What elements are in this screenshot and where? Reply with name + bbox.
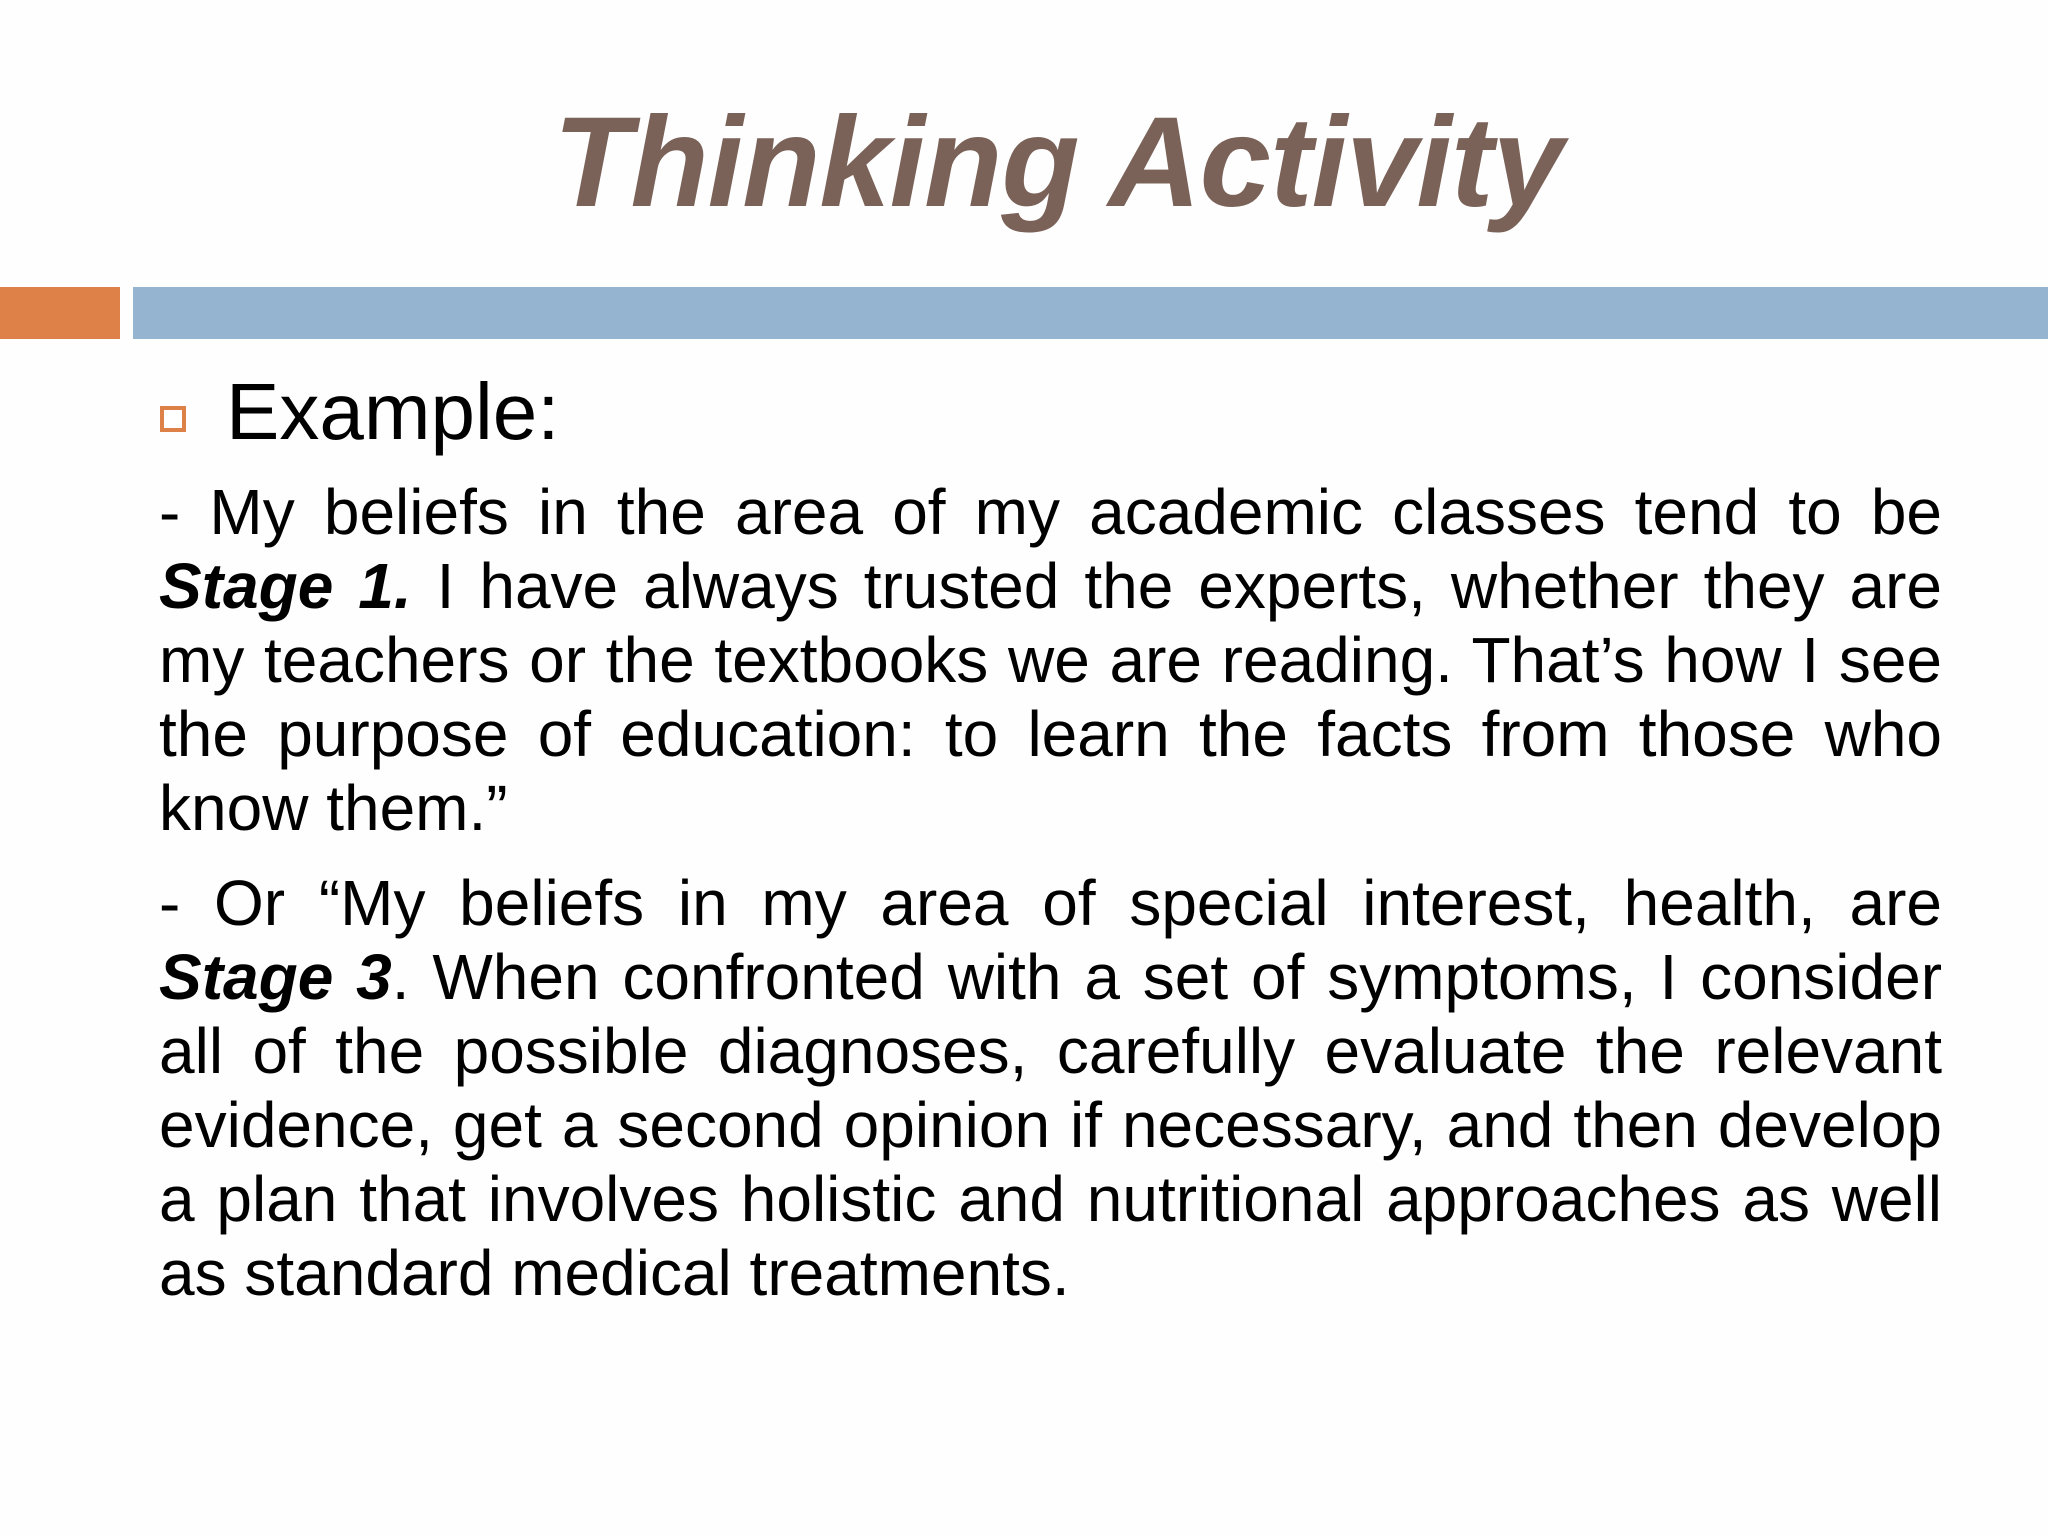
- example-paragraph-2: [159, 866, 1942, 1310]
- bullet-item: [160, 362, 559, 462]
- bullet-label: Example:: [226, 367, 560, 456]
- title-accent-bar: [0, 287, 120, 339]
- paragraph-1-lead: - My beliefs in the area of my academic classes tend to be: [159, 476, 1942, 548]
- paragraph-1-stage: Stage 1.: [159, 550, 412, 622]
- example-paragraph-1: [159, 475, 1942, 845]
- paragraph-2-rest: . When confronted with a set of symptoms, I consider all of the possible diagnoses, carefully evaluate the relevant evidence, get a second opinion if necessary, and then develop a plan that involves holistic and nutritional approaches as well as standard medical treatments.: [159, 941, 1943, 1309]
- title-divider-bar: [133, 287, 2048, 339]
- paragraph-1-rest: I have always trusted the experts, whether they are my teachers or the textbooks we are reading. That’s how I see the purpose of education: to learn the facts from those who know them.”: [159, 550, 1943, 844]
- slide-title: Thinking Activity: [553, 91, 1563, 234]
- hollow-square-bullet-icon: [160, 406, 186, 432]
- paragraph-2-lead: - Or “My beliefs in my area of special interest, health, are: [159, 867, 1942, 939]
- paragraph-2-stage: Stage 3: [159, 941, 392, 1013]
